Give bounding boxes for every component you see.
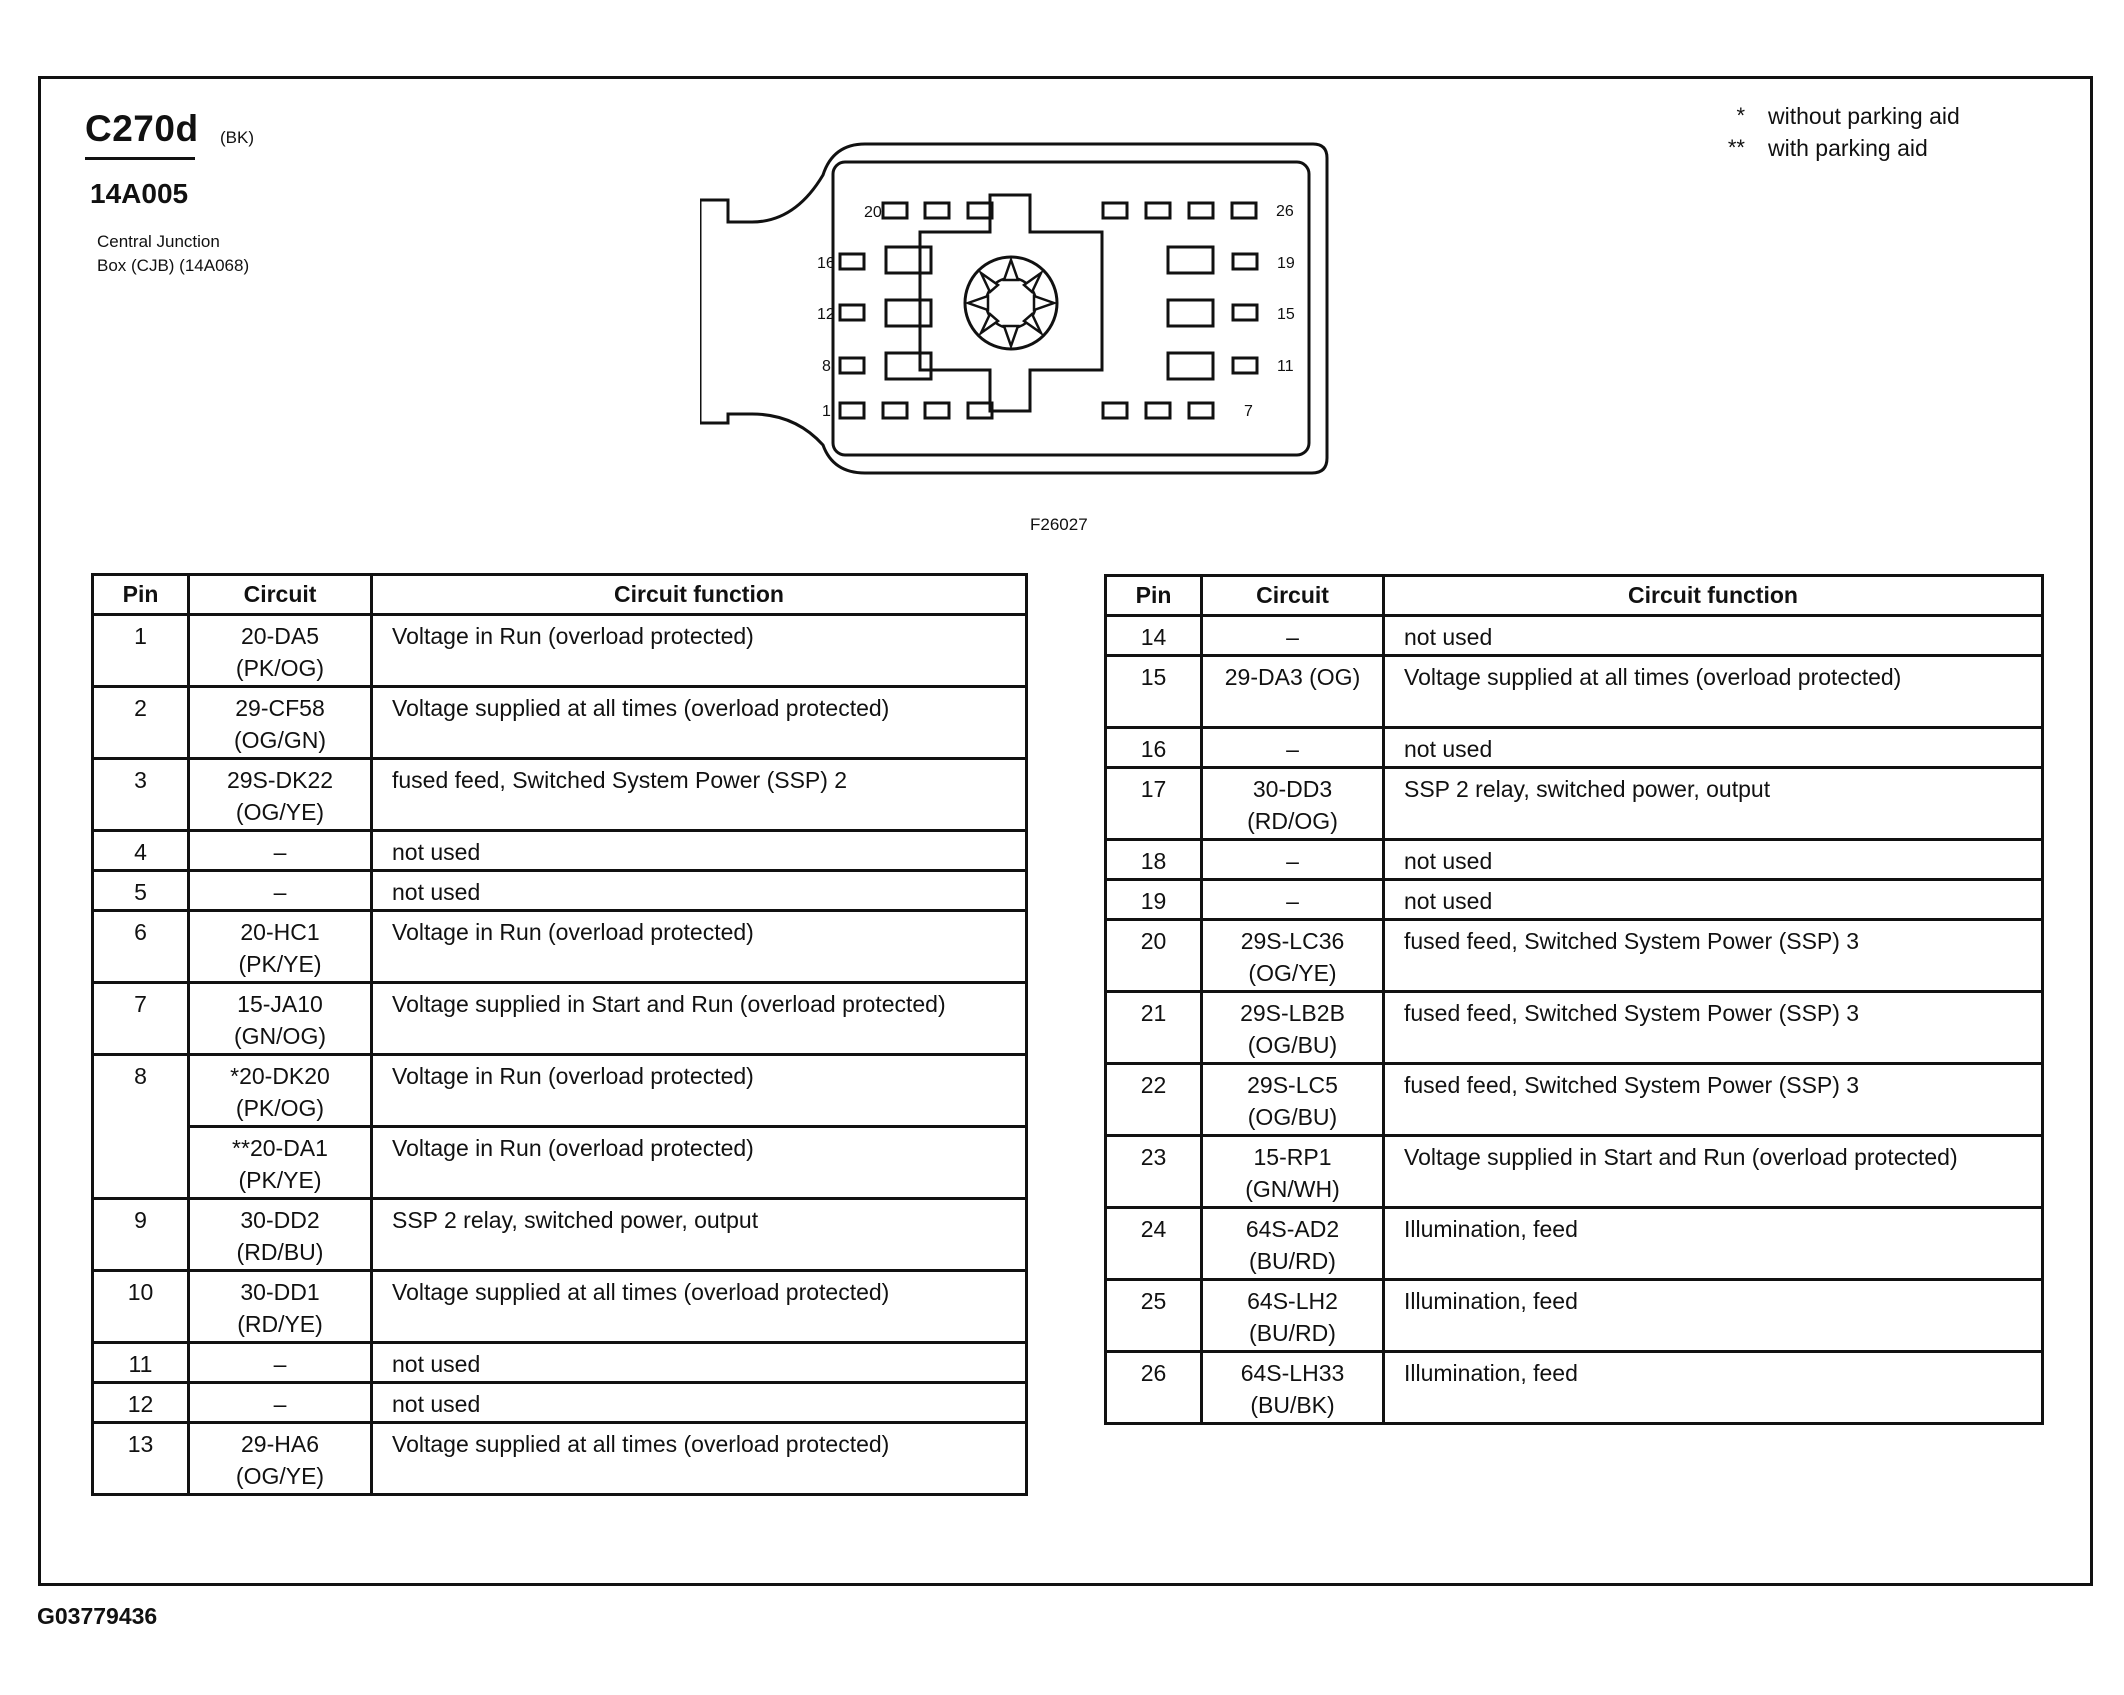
circuit-function-cell: Voltage supplied in Start and Run (overload protected) [372,983,1027,1055]
pin-label-12: 12 [817,306,835,323]
cavities-side-large [886,247,1213,379]
diagram-number: G03779436 [37,1603,158,1629]
legend-text-with-parking-aid: with parking aid [1768,135,1928,161]
pin-number-cell: 12 [93,1383,189,1423]
connector-inner-face [833,162,1309,455]
circuit-id: – [1286,888,1299,914]
pin-label-8: 8 [822,358,831,375]
location-line-1: Central Junction [97,232,220,251]
circuit-function-cell: not used [1384,616,2043,656]
circuit-id: 20-DA5 [241,623,319,649]
pin-table-right [1104,574,2044,1425]
wire-color: (RD/YE) [237,1311,323,1337]
pin-number-cell: 17 [1106,768,1202,840]
circuit-cell [1202,992,1384,1064]
connector-id-underline [85,157,195,160]
wire-color: (BU/RD) [1249,1248,1336,1274]
circuit-function-cell: fused feed, Switched System Power (SSP) 2 [372,759,1027,831]
figure-id: F26027 [1030,515,1088,534]
table-row [93,1423,1027,1495]
circuit-cell [189,983,372,1055]
circuit-cell [189,911,372,983]
circuit-id: 29-DA3 (OG) [1224,664,1361,690]
circuit-id: 15-JA10 [237,991,323,1017]
table-row [1106,656,2043,728]
table-row [1106,616,2043,656]
pin-number-cell: 13 [93,1423,189,1495]
circuit-cell [189,1055,372,1127]
location-line-2: Box (CJB) (14A068) [97,256,250,275]
circuit-cell [1202,840,1384,880]
circuit-function-cell: Voltage in Run (overload protected) [372,911,1027,983]
circuit-function-cell: not used [1384,840,2043,880]
wire-color: (PK/OG) [235,1095,325,1121]
circuit-id: *20-DK20 [230,1063,330,1089]
circuit-id: 30-DD1 [240,1279,320,1305]
wire-color: (PK/OG) [235,655,325,681]
circuit-id: – [1286,848,1299,874]
wire-color: (BU/RD) [1249,1320,1336,1346]
pin-label-7: 7 [1244,403,1253,420]
circuit-cell [189,759,372,831]
header-circuit-function: Circuit function [1384,576,2043,616]
table-row [1106,840,2043,880]
pin-number-cell: 24 [1106,1208,1202,1280]
legend-symbol-single: * [1736,103,1745,128]
pin-number-cell: 5 [93,871,189,911]
circuit-cell [189,1423,372,1495]
wire-color: (GN/OG) [234,1023,326,1049]
circuit-cell [189,1383,372,1423]
wire-color: (PK/YE) [238,951,322,977]
legend-text-without-parking-aid: without parking aid [1768,103,1960,129]
wire-color: (GN/WH) [1245,1176,1340,1202]
circuit-id: – [273,879,287,905]
circuit-function-cell: Voltage supplied at all times (overload protected) [372,687,1027,759]
pin-label-15: 15 [1277,306,1295,323]
header-pin: Pin [1106,576,1202,616]
pin-number-cell: 6 [93,911,189,983]
pin-number-cell: 4 [93,831,189,871]
circuit-id: 64S-AD2 [1245,1216,1340,1242]
wire-color: (OG/BU) [1247,1104,1338,1130]
circuit-id: 29S-DK22 [226,767,334,793]
circuit-function-cell: Voltage supplied at all times (overload protected) [372,1423,1027,1495]
circuit-function-cell: Voltage in Run (overload protected) [372,615,1027,687]
circuit-cell [189,1127,372,1199]
circuit-cell [1202,880,1384,920]
table-row [93,1055,1027,1127]
circuit-function-cell: SSP 2 relay, switched power, output [372,1199,1027,1271]
table-row [93,1383,1027,1423]
table-row [93,911,1027,983]
table-row [93,615,1027,687]
circuit-id: 29-HA6 [241,1431,319,1457]
header-circuit: Circuit [189,575,372,615]
circuit-id: 29-CF58 [235,695,325,721]
wire-color: (OG/YE) [1248,960,1337,986]
circuit-function-cell: not used [372,831,1027,871]
table-row [93,1199,1027,1271]
table-row [93,1343,1027,1383]
circuit-cell [1202,728,1384,768]
circuit-cell [189,871,372,911]
circuit-id: – [1286,736,1299,762]
pin-number-cell: 26 [1106,1352,1202,1424]
table-row [93,687,1027,759]
table-row [1106,768,2043,840]
circuit-id: 29S-LB2B [1240,1000,1345,1026]
pin-number-cell: 18 [1106,840,1202,880]
pin-number-cell: 8 [93,1055,189,1199]
pin-number-cell: 1 [93,615,189,687]
circuit-id: 15-RP1 [1253,1144,1332,1170]
pin-number-cell: 22 [1106,1064,1202,1136]
connector-color: (BK) [220,128,254,147]
table-row [1106,728,2043,768]
pin-label-20: 20 [864,204,882,221]
circuit-function-cell: SSP 2 relay, switched power, output [1384,768,2043,840]
circuit-function-cell: not used [1384,728,2043,768]
center-bolt-star [968,260,1054,346]
table-row [93,983,1027,1055]
table-row [1106,920,2043,992]
circuit-id: **20-DA1 [232,1135,328,1161]
pin-number-cell: 19 [1106,880,1202,920]
circuit-id: 29S-LC36 [1240,928,1345,954]
circuit-id: 64S-LH2 [1247,1288,1338,1314]
circuit-cell [189,1343,372,1383]
table-header-row [1106,576,2043,616]
circuit-cell [1202,616,1384,656]
header-circuit: Circuit [1202,576,1384,616]
circuit-id: 30-DD3 [1252,776,1333,802]
part-number: 14A005 [90,178,189,209]
table-row [1106,1352,2043,1424]
circuit-cell [189,1199,372,1271]
circuit-function-cell: fused feed, Switched System Power (SSP) 3 [1384,920,2043,992]
circuit-id: 29S-LC5 [1247,1072,1338,1098]
pin-table-left [91,573,1028,1496]
circuit-id: – [273,1391,287,1417]
circuit-id: – [1286,624,1299,650]
table-row [1106,1064,2043,1136]
wire-color: (PK/YE) [238,1167,322,1193]
wire-color: (OG/YE) [235,799,325,825]
circuit-function-cell: Illumination, feed [1384,1352,2043,1424]
pin-label-1: 1 [822,403,831,420]
circuit-function-cell: Voltage supplied in Start and Run (overload protected) [1384,1136,2043,1208]
table-row [93,1271,1027,1343]
header-circuit-function: Circuit function [372,575,1027,615]
pin-number-cell: 15 [1106,656,1202,728]
wire-color: (OG/GN) [234,727,326,753]
header-pin: Pin [93,575,189,615]
table-row [93,831,1027,871]
circuit-function-cell: not used [372,1383,1027,1423]
circuit-function-cell: Voltage supplied at all times (overload protected) [372,1271,1027,1343]
circuit-cell [1202,768,1384,840]
circuit-id: 20-HC1 [240,919,320,945]
wire-color: (OG/BU) [1247,1032,1338,1058]
circuit-cell [1202,656,1384,728]
circuit-function-cell: Voltage in Run (overload protected) [372,1055,1027,1127]
pin-number-cell: 9 [93,1199,189,1271]
table-row [1106,1136,2043,1208]
pin-number-cell: 7 [93,983,189,1055]
circuit-function-cell: not used [1384,880,2043,920]
circuit-cell [1202,1280,1384,1352]
wire-color: (RD/OG) [1247,808,1338,834]
wire-color: (BU/BK) [1250,1392,1335,1418]
connector-id: C270d [85,108,199,149]
cavities-top-row [883,203,1256,218]
pin-number-cell: 25 [1106,1280,1202,1352]
pin-label-19: 19 [1277,255,1295,272]
circuit-cell [189,615,372,687]
circuit-id: – [273,839,287,865]
table-row [1106,1208,2043,1280]
wire-color: (OG/YE) [235,1463,325,1489]
pin-number-cell: 10 [93,1271,189,1343]
table-row [1106,992,2043,1064]
circuit-cell [1202,1136,1384,1208]
circuit-id: – [273,1351,287,1377]
table-header-row [93,575,1027,615]
circuit-function-cell: Voltage in Run (overload protected) [372,1127,1027,1199]
pin-label-11: 11 [1277,358,1294,375]
pin-label-26: 26 [1276,203,1294,220]
circuit-function-cell: not used [372,871,1027,911]
connector-face-diagram [700,140,1340,490]
circuit-function-cell: Voltage supplied at all times (overload protected) [1384,656,2043,728]
legend-symbol-double: ** [1727,135,1745,160]
center-bolt-boss [920,195,1102,411]
circuit-function-cell: Illumination, feed [1384,1280,2043,1352]
circuit-cell [1202,920,1384,992]
circuit-cell [1202,1064,1384,1136]
circuit-function-cell: fused feed, Switched System Power (SSP) 3 [1384,1064,2043,1136]
circuit-cell [1202,1352,1384,1424]
pin-number-cell: 16 [1106,728,1202,768]
table-row [93,1127,1027,1199]
circuit-cell [189,1271,372,1343]
circuit-function-cell: Illumination, feed [1384,1208,2043,1280]
pin-label-16: 16 [817,255,835,272]
pin-number-cell: 20 [1106,920,1202,992]
table-row [1106,880,2043,920]
circuit-cell [1202,1208,1384,1280]
wire-color: (RD/BU) [236,1239,324,1265]
pin-number-cell: 21 [1106,992,1202,1064]
circuit-cell [189,687,372,759]
circuit-function-cell: fused feed, Switched System Power (SSP) 3 [1384,992,2043,1064]
table-row [93,871,1027,911]
circuit-function-cell: not used [372,1343,1027,1383]
table-row [1106,1280,2043,1352]
circuit-id: 30-DD2 [240,1207,320,1233]
pin-number-cell: 11 [93,1343,189,1383]
pin-number-cell: 23 [1106,1136,1202,1208]
table-row [93,759,1027,831]
circuit-id: 64S-LH33 [1240,1360,1345,1386]
circuit-cell [189,831,372,871]
pin-number-cell: 2 [93,687,189,759]
pin-number-cell: 14 [1106,616,1202,656]
pin-number-cell: 3 [93,759,189,831]
